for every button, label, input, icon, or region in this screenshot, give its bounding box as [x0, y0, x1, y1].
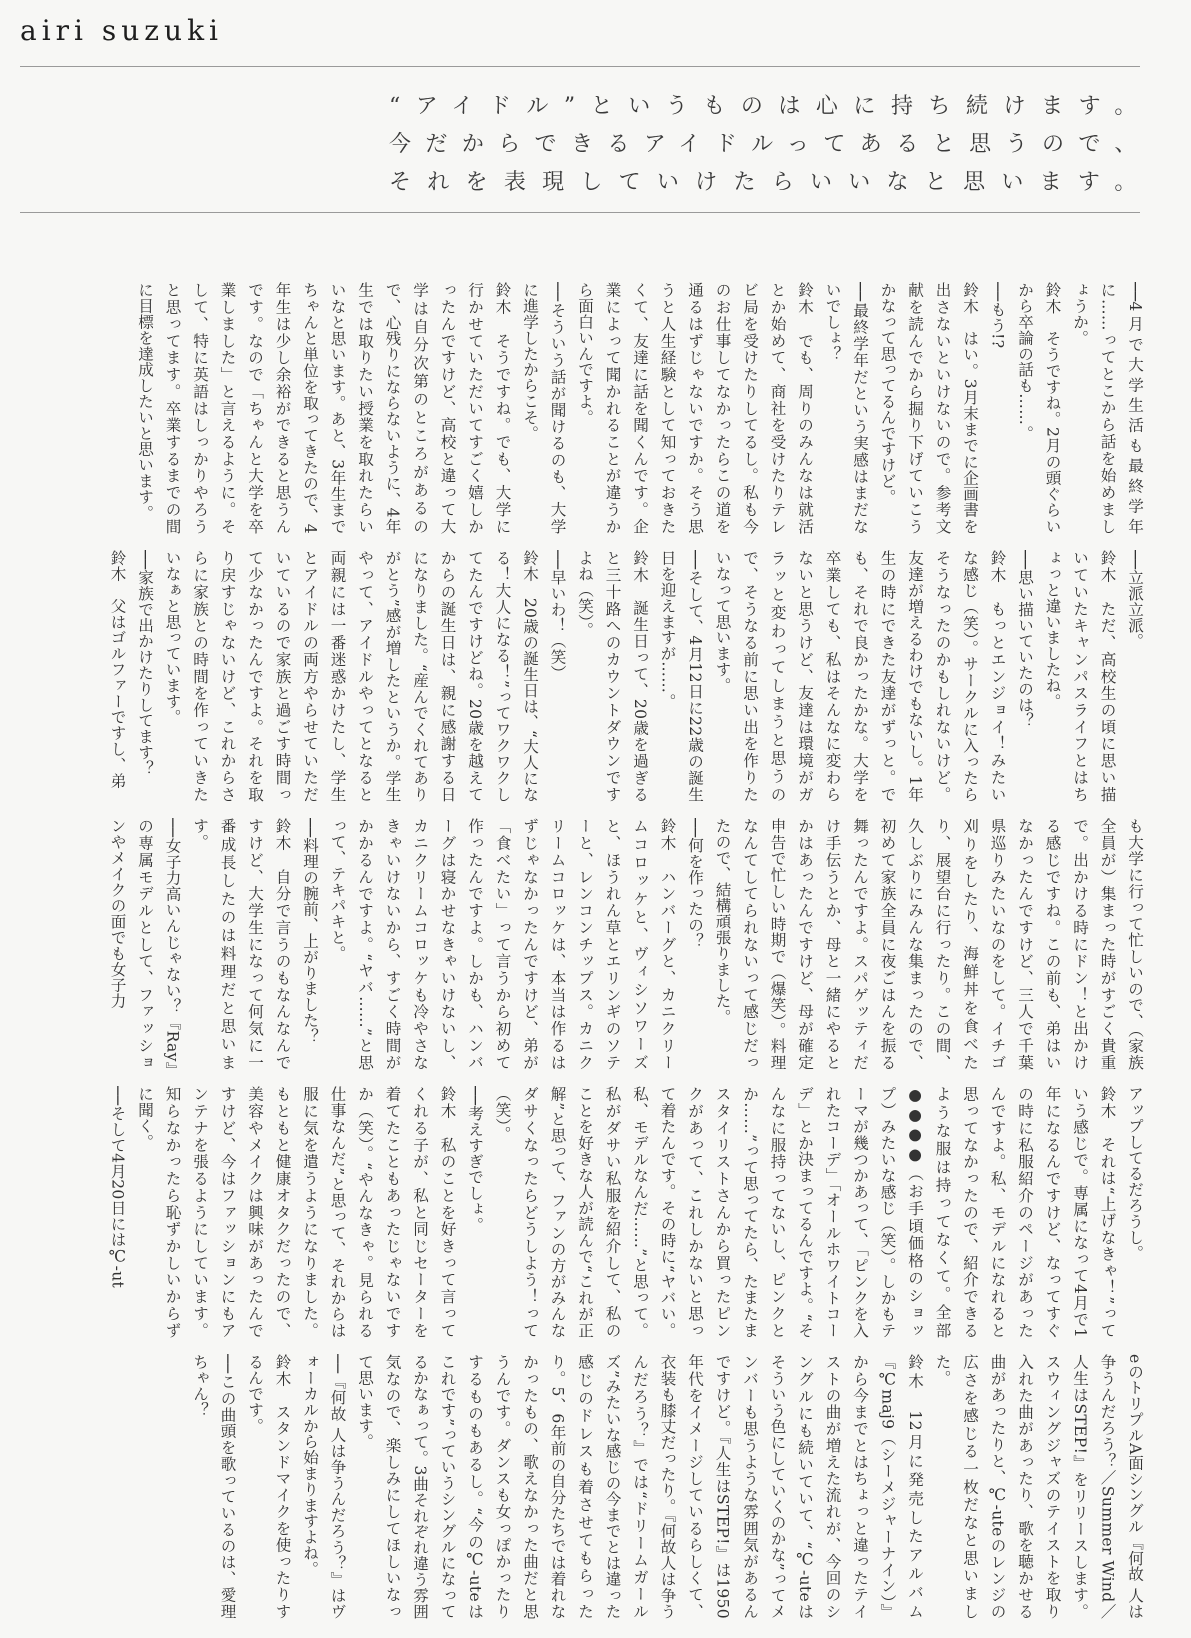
interview-paragraph: ──何を作ったの？ [686, 818, 704, 949]
interview-paragraph: ──そして4月20日には℃-ut [108, 1086, 127, 1289]
interview-tier-1 [18, 282, 1148, 534]
interview-paragraph: 鈴木 私のことを好きって言ってくれる子が、私と同じセーターを着てたこともあったじゃないですか（笑）。“やんなきゃ。見られる仕事なんだ”と思って、それからは服に気を遣うようになりました。もともと健康オタクだったので、美容やメイクは興味があったんですけど、今はファッションにもアンテナを張るようにしています。知らなかったら恥ずかしいからずに聞く。 [136, 1086, 457, 1338]
interview-paragraph: 鈴木 自分で言うのもなんなんですけど、大学生になって何気に一番成長したのは料理だと思います。 [191, 818, 292, 1070]
page-name: airi suzuki [20, 14, 223, 47]
interview-paragraph: ──女子力高いんじゃない？『Ray』の専属モデルとして、ファッションやメイクの面でも女子力 [108, 818, 182, 1070]
bottom-divider [20, 212, 1140, 213]
interview-paragraph: ──もう!? [988, 282, 1007, 349]
interview-paragraph: ──考えすぎでしょ。 [466, 1086, 484, 1233]
interview-paragraph: ──早いわ！（笑） [548, 550, 567, 681]
headline-line: それを表現していけたらいいなと思います。 [389, 170, 1149, 195]
top-divider [20, 66, 1140, 67]
interview-paragraph: ──この曲頭を歌っているのは、愛理ちゃん？ [191, 1354, 237, 1619]
interview-paragraph: 鈴木 もっとエンジョイ！みたいな感じ（笑）。サークルに入ったらそうなったのかもしれないけど。友達が増えるわけでもないし。1年生の時にできた友達がずっと。でも、それで良かったかな。大学を卒業しても、私はそんなに変わらないと思うけど、友達は環境がガラッと変わってしまうと思うので、そうなる前に思い出を作りたいなって思います。 [713, 550, 1007, 802]
interview-paragraph: 鈴木 そうですね。でも、大学に行かせていただいてすごく嬉しかったんですけど、高校と違って大学は自分次第のところがあるので、心残りにならないように、4年生では取りたい授業を取れたらいいなと思います。あと、3年生までちゃんと単位を取ってきたので、4年生は少し余裕ができると思うんです。なので「ちゃんと大学を卒業しました」と言えるように。そして、特に英語はしっかりやろうと思ってます。卒業するまでの間に目標を達成したいと思います。 [136, 282, 512, 534]
interview-paragraph: 鈴木 ただ、高校生の頃に思い描いていたキャンパスライフとはちょっと違いましたね。 [1043, 550, 1117, 802]
interview-paragraph: ──家族で出かけたりしてます？ [136, 550, 154, 777]
interview-paragraph: も大学に行って忙しいので、（家族全員が）集まった時がすごく貴重で。出かける時にドン！と出かける感じですね。この前も、弟はいなかったんですけど、三人で千葉県巡りみたいなのをして。イチゴ刈りをしたり、海鮮丼を食べたり、展望台に行ったり。この間、久しぶりにみんな集まったので、初めて家族全員に夜ごはんを振る舞ったんですよ。スパゲッティだけ手伝うとか、母と一緒にやるとかはあったんですけど、母が確定申告で忙しい時期で（爆笑）。料理なんてしてられないって感じだったので、結構頑張りました。 [713, 818, 1144, 1070]
interview-body [18, 282, 1148, 1622]
interview-paragraph: eのトリプルA面シングル『何故 人は争うんだろう？／Summer Wind／人生はSTEP!』をリリースします。スウィングジャズのテイストを取り入れた曲があったり、歌を聴かせる曲があったりと、℃-uteのレンジの広さを感じる一枚だなと思いました。 [933, 1354, 1144, 1619]
interview-paragraph: ──思い描いていたのは？ [1016, 550, 1034, 729]
interview-paragraph: ──そして、4月12日に22歳の誕生日を迎えますが……。 [658, 550, 704, 802]
interview-paragraph: 鈴木 ハンバーグと、カニクリームコロッケと、ヴィシソワーズと、ほうれん草とエリンギのソテーと、レンコンチップス。カニクリームコロッケは、本当は作るはずじゃなかったんですけど、弟が「食べたい」って言うから初めて作ったんですよ。しかも、ハンバーグは寝かせなきゃいけないし、カニクリームコロッケも冷やさなきゃいけないから、すごく時間がかかるんですよ。“ヤバ……”と思って、テキパキと。 [328, 818, 677, 1070]
interview-paragraph: 鈴木 スタンドマイクを使ったりするんです。 [246, 1354, 292, 1619]
interview-tier-5 [18, 1354, 1148, 1619]
interview-paragraph: ──立派立派。 [1126, 550, 1144, 649]
interview-paragraph: 鈴木 父はゴルファーですし、弟 [108, 550, 127, 789]
interview-tier-4 [18, 1086, 1148, 1338]
interview-paragraph: ──料理の腕前、上がりました？ [301, 818, 319, 1045]
headline-line: “アイドル”というものは心に持ち続けます。 [389, 94, 1149, 119]
interview-paragraph: ──そういう話が聞けるのも、大学に進学したからこそ。 [521, 282, 567, 534]
interview-paragraph: 鈴木 20歳の誕生日は、“大人になる！大人になる！”ってワクワクしてたんですけどね。20歳を越えてからの誕生日は、親に感謝する日になりました。“産んでくれてありがとう”感が増したというか。学生やって、アイドルやってとなると両親には一番迷惑かけたし、学生とアイドルの両方やらせていただいているので家族と過ごす時間って少なかったんですよ。それを取り戻すじゃないけど、これからさらに家族との時間を作っていきたいなぁと思っています。 [163, 550, 539, 802]
pull-quote-headline [389, 88, 1149, 202]
interview-paragraph: ──最終学年だという実感はまだないでしょ？ [823, 282, 869, 534]
interview-tier-2 [18, 550, 1148, 802]
headline-line: 今だからできるアイドルってあると思うので、 [389, 132, 1149, 157]
interview-paragraph: 鈴木 でも、周りのみんなは就活とか始めて、商社を受けたりテレビ局を受けたりしてるし。私も今のお仕事してなかったらこの道を通るはずじゃないですか。そう思うと人生経験として知っておきたくて、友達に話を聞くんです。企業によって聞かれることが違うから面白いんですよ。 [576, 282, 814, 534]
interview-paragraph: 鈴木 はい。3月末までに企画書を出さないといけないので。参考文献を読んでから掘り下げていこうかなって思ってるんですけど。 [878, 282, 979, 534]
interview-paragraph: 鈴木 誕生日って、20歳を過ぎると三十路へのカウントダウンですよね（笑）。 [576, 550, 649, 802]
interview-tier-3 [18, 818, 1148, 1070]
interview-paragraph: アップしてるだろうし。 [1126, 1086, 1144, 1261]
interview-paragraph: ──『何故 人は争うんだろう？』はヴォーカルから始まりますよね。 [301, 1354, 347, 1619]
interview-paragraph: ──4月で大学生活も最終学年に……ってとこから話を始めましょうか。 [1071, 282, 1144, 534]
interview-paragraph: 鈴木 そうですね。2月の頭ぐらいから卒論の話も……。 [1016, 282, 1062, 534]
interview-paragraph: 鈴木 それは“上げなきゃ！”っていう感じで。専属になって4月で1年になるんですけど、なってすぐの時に私服紹介のページがあったんですよ。私、モデルになれると思ってなかったので、紹介できるような服は持ってなくて。全部●●●●（お手頃価格のショップ）みたいな感じ（笑）。しかもテーマが幾つかあって、「ピンクを入れたコーデ」「オールホワイトコーデ」とか決まってるんですよ。“そんなに服持ってないし、ピンクとか……”って思ってたら、たまたまスタイリストさんから買ったピンクがあって、これしかないと思って着たんです。その時に“ヤバい。私、モデルなんだ……”と思って。私がダサい私服を紹介して、私のことを好きな人が読んで“これが正解”と思って、ファンの方がみんなダサくなったらどうしよう！って（笑）。 [493, 1086, 1117, 1338]
interview-paragraph: 鈴木 12月に発売したアルバム『℃maj9（シーメジャーナイン）』から今までとはちょっと違ったテイストの曲が増えた流れが、今回のシングルにも続いていて、“℃-uteはそういう色にしていくのかな”ってメンバーも思うような雰囲気があるんですけど。『人生はSTEP!』は1950年代をイメージしているらしくて、衣装も膝丈だったり。『何故人は争うんだろう？』では“ドリームガールズ”みたいな感じの今までとは違った感じのドレスも着させてもらったり。5、6年前の自分たちでは着れなかったもの、歌えなかった曲だと思うんです。ダンスも女っぽかったりするものもあるし。“今の℃-uteはこれです”っていうシングルになってるかなぁって。3曲それぞれ違う雰囲気なので、楽しみにしてほしいなって思います。 [356, 1354, 924, 1619]
